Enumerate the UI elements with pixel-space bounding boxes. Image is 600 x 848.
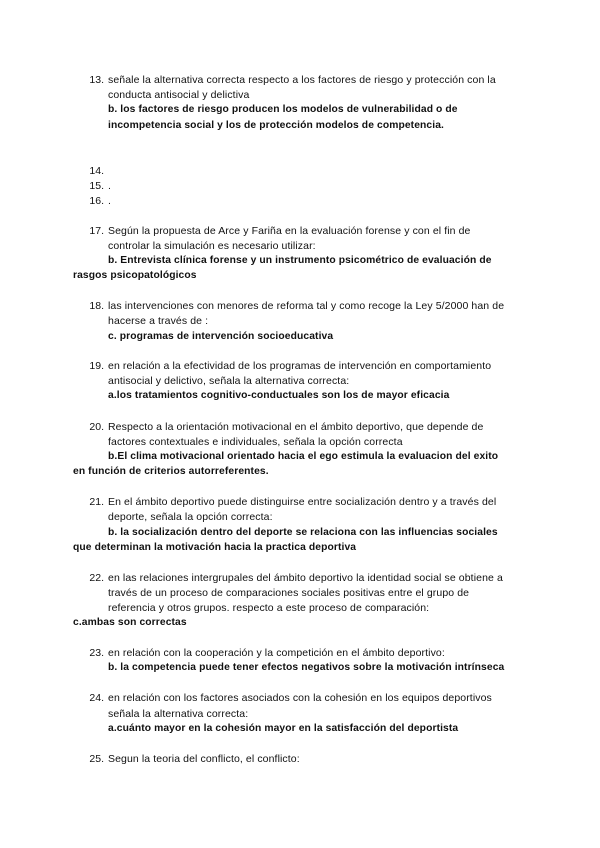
question-number: 16. — [89, 195, 104, 207]
answer-text: que determinan la motivación hacia la practica deportiva — [73, 542, 357, 553]
question-number: 14. — [89, 165, 104, 177]
question-text: en relación con la cooperación y la competición en el ámbito deportivo: — [108, 647, 445, 659]
question-text: En el ámbito deportivo puede distinguirse entre socialización dentro y a través del — [108, 496, 497, 508]
question-number: 25. — [89, 753, 104, 765]
question-text: señale la alternativa correcta respecto a los factores de riesgo y protección con la — [108, 74, 496, 86]
question-text: factores contextuales e individuales, señala la opción correcta — [108, 436, 403, 448]
question-number: 21. — [89, 496, 104, 508]
answer-text: c.ambas son correctas — [73, 617, 187, 628]
question-text: Según la propuesta de Arce y Fariña en la evaluación forense y con el fin de — [108, 225, 471, 237]
answer-text: a.cuánto mayor en la cohesión mayor en la satisfacción del deportista — [108, 723, 459, 734]
answer-text: b. la competencia puede tener efectos negativos sobre la motivación intrínseca — [108, 662, 505, 673]
question-number: 13. — [89, 74, 104, 86]
question-text: en relación a la efectividad de los programas de intervención en comportamiento — [108, 360, 492, 372]
question-text: antisocial y delictivo, señala la alternativa correcta: — [108, 375, 350, 387]
answer-text: b. los factores de riesgo producen los modelos de vulnerabilidad o de — [108, 104, 458, 115]
question-number: 20. — [89, 421, 104, 433]
answer-text: rasgos psicopatológicos — [73, 270, 197, 281]
question-text: señala la alternativa correcta: — [108, 708, 249, 720]
question-number: 24. — [89, 692, 104, 704]
answer-text: b. la socialización dentro del deporte se relaciona con las influencias sociales — [108, 527, 498, 538]
question-text: Segun la teoria del conflicto, el conflicto: — [108, 753, 300, 765]
question-text: deporte, señala la opción correcta: — [108, 511, 273, 523]
question-text: las intervenciones con menores de reforma tal y como recoge la Ley 5/2000 han de — [108, 300, 505, 312]
question-text: controlar la simulación es necesario utilizar: — [108, 240, 316, 252]
answer-text: en función de criterios autorreferentes. — [73, 466, 269, 477]
question-text: conducta antisocial y delictiva — [108, 89, 250, 101]
answer-text: a.los tratamientos cognitivo-conductuales son los de mayor eficacia — [108, 390, 450, 401]
question-text: través de un proceso de comparaciones sociales positivas entre el grupo de — [108, 587, 470, 599]
question-text: Respecto a la orientación motivacional en el ámbito deportivo, que depende de — [108, 421, 484, 433]
answer-text: b.El clima motivacional orientado hacia el ego estimula la evaluacion del exito — [108, 451, 499, 462]
question-text: en las relaciones intergrupales del ámbito deportivo la identidad social se obtiene a — [108, 572, 503, 584]
question-text: . — [108, 180, 112, 192]
question-number: 19. — [89, 360, 104, 372]
question-number: 18. — [89, 300, 104, 312]
answer-text: c. programas de intervención socioeducativa — [108, 331, 334, 342]
question-number: 23. — [89, 647, 104, 659]
question-number: 17. — [89, 225, 104, 237]
question-number: 15. — [89, 180, 104, 192]
question-text: hacerse a través de : — [108, 315, 209, 327]
answer-text: b. Entrevista clínica forense y un instrumento psicométrico de evaluación de — [108, 255, 492, 266]
question-text: . — [108, 195, 112, 207]
question-number: 22. — [89, 572, 104, 584]
question-text: en relación con los factores asociados con la cohesión en los equipos deportivos — [108, 692, 492, 704]
question-text: referencia y otros grupos. respecto a este proceso de comparación: — [108, 602, 430, 614]
answer-text: incompetencia social y los de protección modelos de competencia. — [108, 120, 444, 131]
